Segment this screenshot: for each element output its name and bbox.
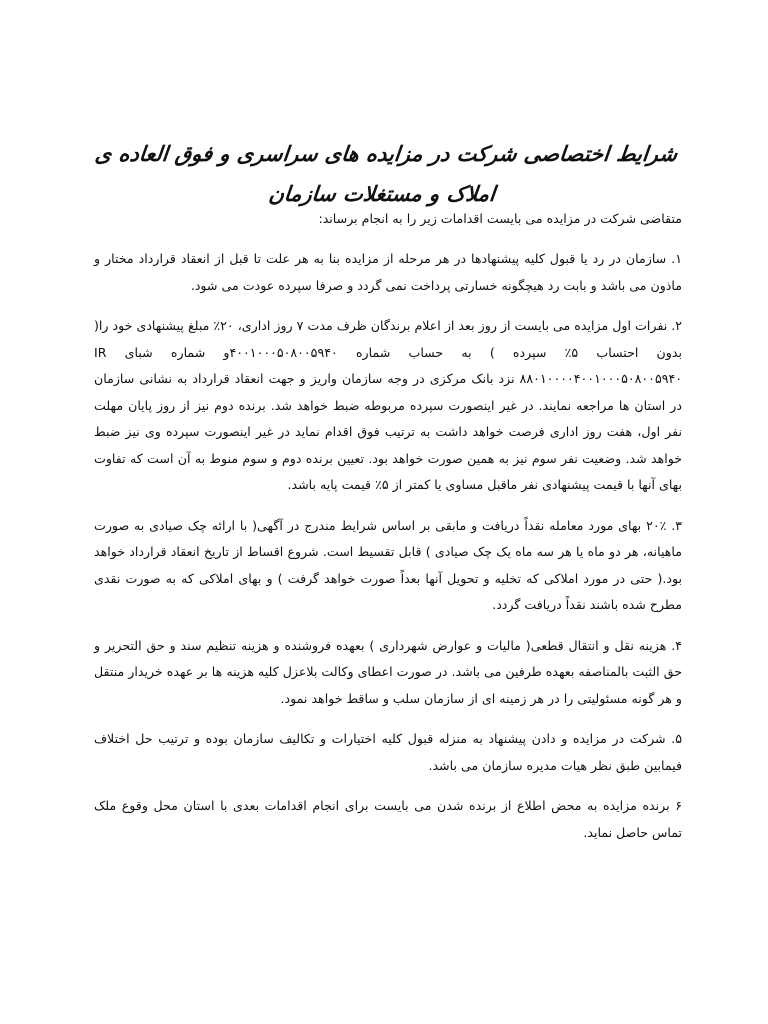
clause-text: ۶ برنده مزایده به محض اطلاع از برنده شدن می بایست برای انجام اقدامات بعدی با استان محل وقوع ملک تماس حاصل نماید. <box>94 798 682 840</box>
clause-text: ۵. شرکت در مزایده و دادن پیشنهاد به منزله قبول کلیه اختیارات و تکالیف سازمان بوده و ترتیب حل اختلاف فیمابین طبق نظر هیات مدیره سازمان می باشد. <box>94 731 682 773</box>
clause-4 <box>94 633 682 713</box>
clause-text: ۲. نفرات اول مزایده می بایست از روز بعد از اعلام برندگان ظرف مدت ۷ روز اداری، ۲۰٪ مبلغ پیشنهادی خود را( بدون احتساب ۵٪ سپرده ) به حساب شماره ۴۰۰۱۰۰۰۵۰۸۰۰۵۹۴۰و شماره شبای IR ۸۸۰۱۰۰۰۰۴۰۰۱۰۰۰۵۰۸۰۰۵۹۴۰ نزد بانک مرکزی در وجه سازمان واریز و جهت انعقاد قرارداد به نشانی سازمان در استان ها مراجعه نمایند. در غیر اینصورت سپرده مربوطه ضبط خواهد شد. برنده دوم نیز از روز پایان مهلت نفر اول، هفت روز اداری فرصت خواهد داشت به ترتیب فوق اقدام نماید در غیر اینصورت سپرده وی نیز ضبط خواهد شد. وضعیت نفر سوم نیز به همین صورت خواهد بود. تعیین برنده دوم و سوم منوط به آن است که تفاوت بهای آنها با قیمت پیشنهادی نفر ماقبل مساوی یا کمتر از ۵٪ قیمت پایه باشد. <box>94 318 682 492</box>
clause-6 <box>94 793 682 846</box>
document-body <box>94 206 682 860</box>
document-title: شرایط اختصاصی شرکت در مزایده های سراسری و فوق العاده ی املاک و مستغلات سازمان <box>93 141 679 206</box>
clause-text: ۱. سازمان در رد یا قبول کلیه پیشنهادها در هر مرحله از مزایده بنا به هر علت تا قبل از انعقاد قرارداد مختار و ماذون می باشد و بابت رد هیچگونه خسارتی پرداخت نمی گردد و صرفا سپرده عودت می شود. <box>94 251 682 293</box>
clause-text: ۴. هزینه نقل و انتقال قطعی( مالیات و عوارض شهرداری ) بعهده فروشنده و هزینه تنظیم سند و حق التحریر و حق الثبت بالمناصفه بعهده طرفین می باشد. در صورت اعطای وکالت بلاعزل کلیه هزینه ها بر عهده خریدار منتقل و هر گونه مسئولیتی را در هر زمینه ای از سازمان سلب و ساقط خواهد نمود. <box>94 637 682 706</box>
clause-1 <box>94 246 682 299</box>
intro-paragraph: متقاضی شرکت در مزایده می بایست اقدامات زیر را به انجام برساند: <box>318 211 682 226</box>
clause-5 <box>94 726 682 779</box>
clause-2 <box>94 313 682 499</box>
clause-text: ۳. ۲۰٪ بهای مورد معامله نقداً دریافت و مابقی بر اساس شرایط مندرج در آگهی( با ارائه چک صیادی به صورت ماهیانه، هر دو ماه یا هر سه ماه یک چک صیادی ) قابل تقسیط است. شروع اقساط از تاریخ انعقاد قرارداد خواهد بود.( حتی در مورد املاکی که تخلیه و تحویل آنها بعداً صورت خواهد گرفت ) و بهای املاکی که به صورت نقدی مطرح شده باشند نقداً دریافت گردد. <box>94 517 682 612</box>
clause-3 <box>94 513 682 619</box>
